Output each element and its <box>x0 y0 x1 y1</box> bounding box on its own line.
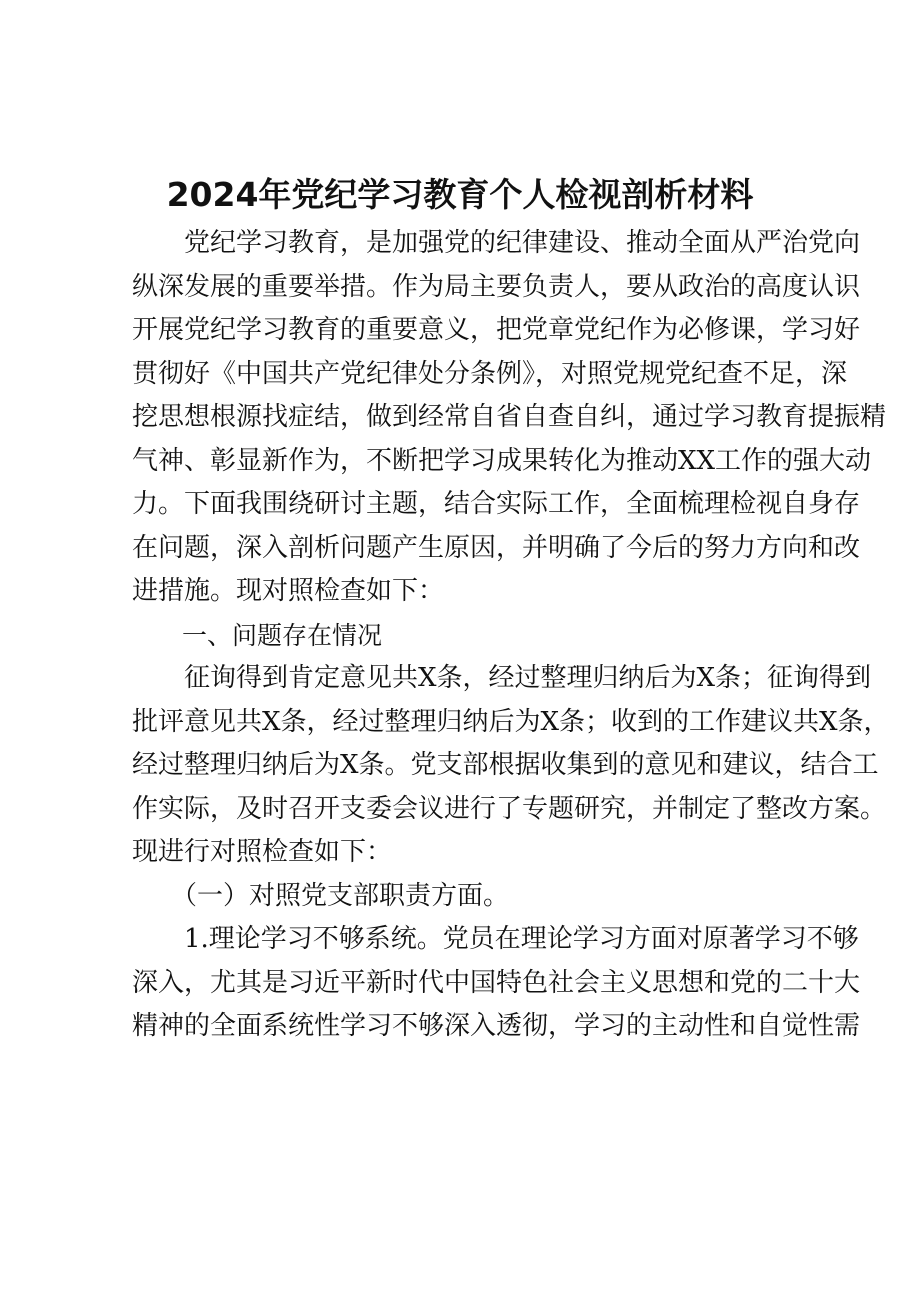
text-line: 力。下面我围绕研讨主题，结合实际工作，全面梳理检视自身存 <box>132 489 861 519</box>
document-title: 2024年党纪学习教育个人检视剖析材料 <box>166 175 754 214</box>
text-line: 贯彻好《中国共产党纪律处分条例》，对照党规党纪查不足，深 <box>132 358 848 389</box>
text-line: 1.理论学习不够系统。党员在理论学习方面对原著学习不够 <box>132 924 859 954</box>
text-line: 进措施。现对照检查如下： <box>132 576 445 606</box>
text-line: 气神、彰显新作为，不断把学习成果转化为推动XX工作的强大动 <box>132 445 872 476</box>
text-line: 经过整理归纳后为X条。党支部根据收集到的意见和建议，结合工 <box>132 750 879 780</box>
subsection-heading: （一）对照党支部职责方面。 <box>132 880 510 911</box>
text-line: 现进行对照检查如下： <box>132 837 393 867</box>
text-line: 深入，尤其是习近平新时代中国特色社会主义思想和党的二十大 <box>132 967 861 998</box>
text-line: 征询得到肯定意见共X条，经过整理归纳后为X条；征询得到 <box>132 663 872 693</box>
intro-paragraph <box>132 222 890 1049</box>
text-line: 精神的全面系统性学习不够深入透彻，学习的主动性和自觉性需 <box>132 1011 861 1041</box>
text-line: 纵深发展的重要举措。作为局主要负责人，要从政治的高度认识 <box>132 271 861 302</box>
text-line: 党纪学习教育，是加强党的纪律建设、推动全面从严治党向 <box>132 228 861 258</box>
text-line: 挖思想根源找症结，做到经常自省自查自纠，通过学习教育提振精 <box>132 402 887 432</box>
text-line: 批评意见共X条，经过整理归纳后为X条；收到的工作建议共X条， <box>132 706 890 737</box>
text-line: 在问题，深入剖析问题产生原因，并明确了今后的努力方向和改 <box>132 532 861 563</box>
section-heading: 一、问题存在情况 <box>132 620 383 650</box>
text-line: 开展党纪学习教育的重要意义，把党章党纪作为必修课，学习好 <box>132 315 861 345</box>
text-line: 作实际，及时召开支委会议进行了专题研究，并制定了整改方案。 <box>132 793 887 824</box>
